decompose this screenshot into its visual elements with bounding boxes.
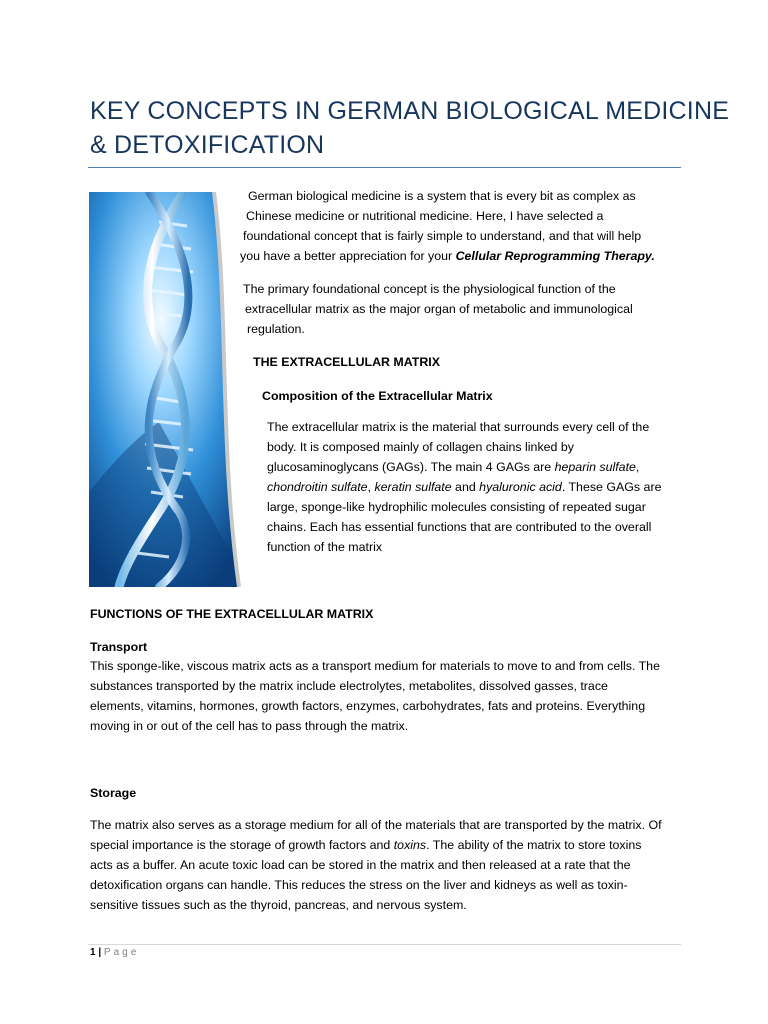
transport-line: moving in or out of the cell has to pass through the matrix. (90, 719, 409, 733)
storage-paragraph (90, 815, 690, 915)
gag-chondroitin-sulfate: chondroitin sulfate (267, 480, 368, 494)
concept-line: The primary foundational concept is the physiological function of the (243, 282, 616, 296)
concept-line: extracellular matrix as the major organ of metabolic and immunological (245, 302, 633, 316)
title-underline (88, 167, 681, 168)
transport-paragraph (90, 656, 690, 736)
page-footer (90, 946, 139, 960)
gag-hyaluronic-acid: hyaluronic acid (479, 480, 562, 494)
footer-rule (88, 944, 681, 945)
intro-line: German biological medicine is a system that is every bit as complex as (248, 189, 636, 203)
storage-line: The matrix also serves as a storage medium for all of the materials that are transported by the matrix. Of (90, 818, 662, 832)
intro-line (240, 246, 680, 266)
toxins-term: toxins (393, 838, 427, 852)
composition-line (267, 457, 677, 477)
intro-line: Chinese medicine or nutritional medicine. Here, I have selected a (246, 209, 604, 223)
title-line-2: & DETOXIFICATION (90, 131, 325, 159)
transport-heading: Transport (90, 640, 148, 654)
composition-line: The extracellular matrix is the material that surrounds every cell of the (267, 420, 650, 434)
therapy-name: Cellular Reprogramming Therapy. (455, 249, 655, 263)
page-number: 1 (90, 947, 96, 958)
storage-text: special importance is the storage of growth factors and (90, 838, 394, 852)
dna-helix-image (89, 192, 249, 587)
composition-heading: Composition of the Extracellular Matrix (262, 389, 493, 403)
storage-line: acts as a buffer. An acute toxic load can be stored in the matrix and then released at a rate that the (90, 858, 631, 872)
intro-text: you have a better appreciation for your (240, 249, 456, 263)
composition-text: . These GAGs are (561, 480, 662, 494)
storage-line: sensitive tissues such as the thyroid, pancreas, and nervous system. (90, 898, 467, 912)
composition-line: body. It is composed mainly of collagen chains linked by (267, 440, 574, 454)
composition-line: chains. Each has essential functions that are contributed to the overall (267, 520, 652, 534)
storage-line: detoxification organs can handle. This reduces the stress on the liver and kidneys as well as toxin- (90, 878, 628, 892)
composition-line (267, 477, 677, 497)
composition-text: glucosaminoglycans (GAGs). The main 4 GAGs are (267, 460, 555, 474)
intro-line: foundational concept that is fairly simple to understand, and that will help (243, 229, 642, 243)
transport-line: substances transported by the matrix include electrolytes, metabolites, dissolved gasses, trace (90, 679, 608, 693)
composition-text: and (451, 480, 480, 494)
composition-text: , (635, 460, 640, 474)
composition-line: large, sponge-like hydrophilic molecules consisting of repeated sugar (267, 500, 646, 514)
page-title (90, 94, 730, 162)
transport-line: elements, vitamins, hormones, growth factors, enzymes, carbohydrates, fats and proteins. Everything (90, 699, 646, 713)
foundational-concept-paragraph (243, 279, 680, 339)
storage-heading: Storage (90, 786, 137, 800)
gag-heparin-sulfate: heparin sulfate (554, 460, 636, 474)
transport-line: This sponge-like, viscous matrix acts as a transport medium for materials to move to and from cells. The (90, 659, 660, 673)
title-line-1: KEY CONCEPTS IN GERMAN BIOLOGICAL MEDICINE (90, 97, 730, 125)
page-label: Page (103, 947, 140, 958)
composition-paragraph (267, 417, 677, 557)
storage-text: . The ability of the matrix to store toxins (426, 838, 642, 852)
composition-text: , (367, 480, 375, 494)
gag-keratin-sulfate: keratin sulfate (374, 480, 452, 494)
intro-paragraph (240, 186, 680, 266)
ecm-heading: THE EXTRACELLULAR MATRIX (253, 355, 440, 369)
composition-line: function of the matrix (267, 540, 383, 554)
footer-separator: | (95, 947, 104, 958)
functions-heading: FUNCTIONS OF THE EXTRACELLULAR MATRIX (90, 607, 374, 621)
storage-line (90, 835, 690, 855)
concept-line: regulation. (247, 322, 305, 336)
